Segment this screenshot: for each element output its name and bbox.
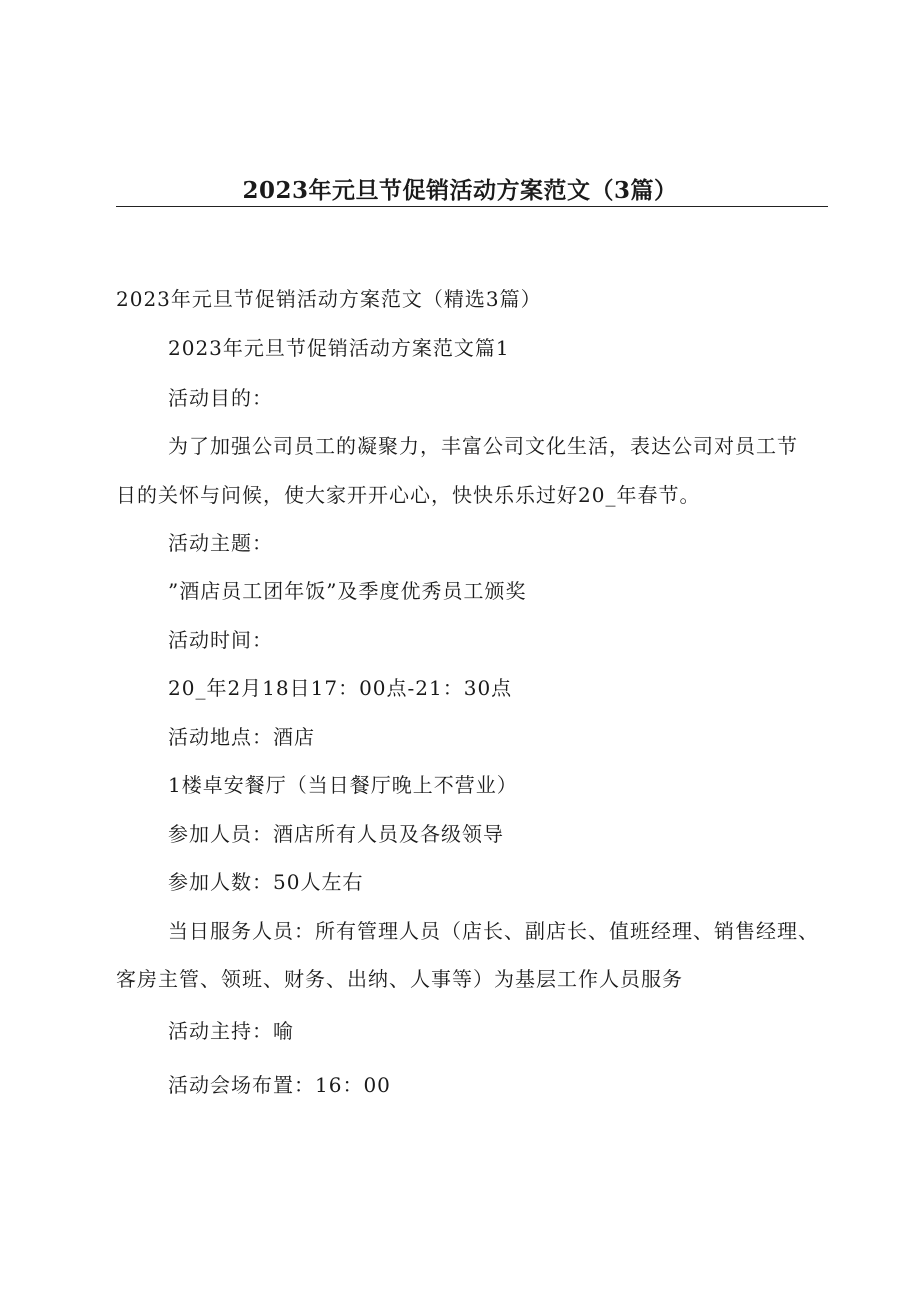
purpose-text-line-2: 日的关怀与问候，使大家开开心心，快快乐乐过好20_年春节。: [116, 483, 701, 507]
service-staff-line-1: 当日服务人员：所有管理人员（店长、副店长、值班经理、销售经理、: [168, 919, 819, 943]
host-text: 活动主持：喻: [168, 1019, 294, 1043]
location-detail: 1楼卓安餐厅（当日餐厅晚上不营业）: [168, 773, 518, 797]
theme-label: 活动主题：: [168, 531, 273, 555]
title-divider: [116, 206, 828, 207]
section-heading: 2023年元旦节促销活动方案范文篇1: [168, 336, 510, 360]
document-title: 2023年元旦节促销活动方案范文（3篇）: [242, 177, 678, 204]
purpose-label: 活动目的：: [168, 386, 273, 410]
location-text: 活动地点：酒店: [168, 725, 315, 749]
time-label: 活动时间：: [168, 628, 273, 652]
document-subtitle: 2023年元旦节促销活动方案范文（精选3篇）: [116, 287, 542, 311]
venue-setup-text: 活动会场布置：16：00: [168, 1073, 391, 1097]
time-text: 20_年2月18日17：00点-21：30点: [168, 676, 513, 700]
purpose-text-line-1: 为了加强公司员工的凝聚力，丰富公司文化生活，表达公司对员工节: [168, 434, 798, 458]
participant-count: 参加人数：50人左右: [168, 870, 364, 894]
theme-text: ”酒店员工团年饭”及季度优秀员工颁奖: [168, 579, 527, 603]
service-staff-line-2: 客房主管、领班、财务、出纳、人事等）为基层工作人员服务: [116, 967, 683, 991]
participants-text: 参加人员：酒店所有人员及各级领导: [168, 822, 504, 846]
